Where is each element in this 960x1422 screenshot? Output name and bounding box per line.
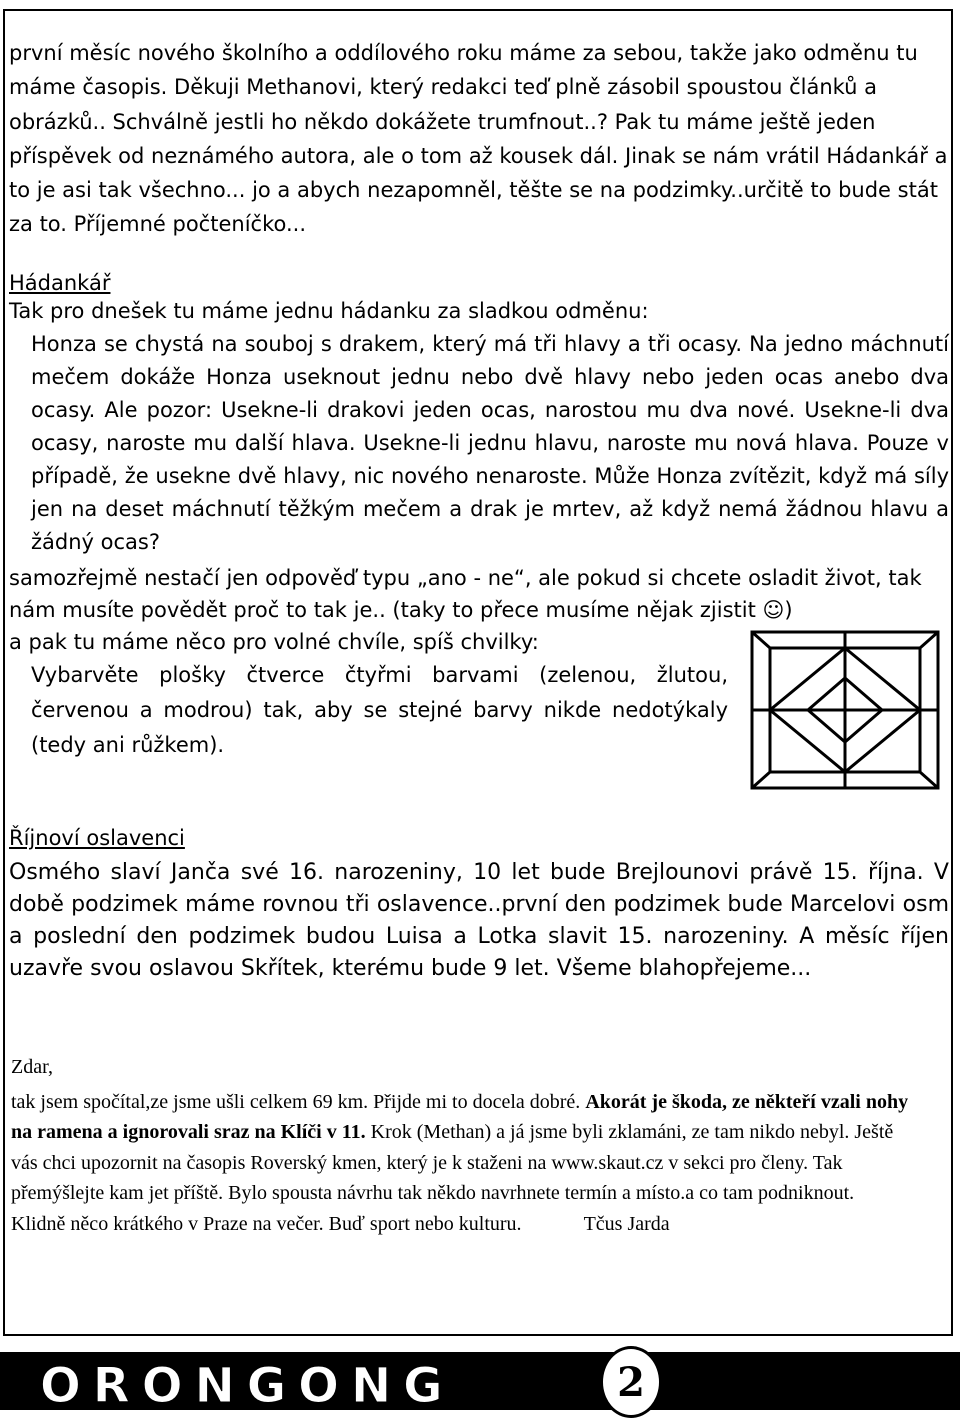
hadankar-heading: Hádankář <box>9 271 111 295</box>
hadankar-lead: Tak pro dnešek tu máme jednu hádanku za sladkou odměnu: <box>9 299 649 323</box>
intro-paragraph: první měsíc nového školního a oddílového roku máme za sebou, takže jako odměnu tu máme časopis. Děkuji Methanovi, který redakci teď plně zásobil spoustou článků a obrázků.. Schválně jestli ho někdo dokážete trumfnout..? Pak tu máme ještě jeden příspěvek od neznámého autora, ale o tom až kousek dál. Jinak se nám vrátil Hádankář a to je asi tak všechno... jo a abych nezapomněl, těšte se na podzimky..určitě to bude stát za to. Příjemné počteníčko... <box>9 41 948 237</box>
logo-text: ORONGONG <box>40 1358 455 1414</box>
riddle-text: Honza se chystá na souboj s drakem, který má tři hlavy a tři ocasy. Na jedno máchnutí mečem dokáže Honza useknout jednu nebo dvě hlavy nebo jeden ocas anebo dva ocasy. Ale pozor: Usekne-li drakovi jeden ocas, narostou mu dva nové. Usekne-li dva ocasy, naroste mu další hlava. Usekne-li jednu hlavu, naroste mu nová hlava. Pouze v případě, že usekne dvě hlavy, nic nového nenaroste. Může Honza zvítězit, když má síly jen na deset máchnutí těžkým mečem a drak je mrtev, až když nemá žádnou hlavu a žádný ocas? <box>31 332 949 554</box>
page-number: 2 <box>600 1346 662 1418</box>
letter-text-1: tak jsem spočítal,ze jsme ušli celkem 69 km. Přijde mi to docela dobré. <box>11 1090 586 1113</box>
letter-signature: Tčus Jarda <box>583 1212 670 1235</box>
square-puzzle-diagram <box>750 630 940 790</box>
letter <box>11 1052 911 1239</box>
letter-bold-text: Akorát je škoda, ze někteří vzali nohy na ramena a ignorovali sraz na Klíči v 11. <box>11 1090 909 1143</box>
oslavenci-heading: Říjnoví oslavenci <box>9 826 185 850</box>
puzzle-text: Vybarvěte plošky čtverce čtyřmi barvami (zelenou, žlutou, červenou a modrou) tak, aby se stejné barvy nikde nedotýkaly (tedy ani růžkem). <box>31 663 728 757</box>
oslavenci-text: Osmého slaví Janča své 16. narozeniny, 10 let bude Brejlounovi právě 15. října. V době podzimek máme rovnou tři oslavence..první den podzimek bude Marcelovi osm a poslední den podzimek budou Luisa a Lotka slavit 15. narozeniny. A měsíc říjen uzavře svou oslavou Skřítek, kterému bude 9 let. Všeme blahopřejeme... <box>9 860 949 981</box>
riddle-answer-note: samozřejmě nestačí jen odpověď typu „ano - ne“, ale pokud si chcete osladit život, tak nám musíte povědět proč to tak je.. (taky to přece musíme nějak zjistit ☺) <box>9 566 922 622</box>
letter-text-2: Krok (Methan) a já jsme byli zklamáni, ze tam nikdo nebyl. Ještě vás chci upozornit na časopis Roverský kmen, který je k staženi na www.skaut.cz v sekci pro členy. Tak přemýšlejte kam jet příště. Bylo spousta návrhu tak někdo navrhnete termín a místo.a co tam podniknout. Klidně něco krátkého v Praze na večer. Buď sport nebo kulturu. <box>11 1121 894 1235</box>
footer-logo <box>0 1344 960 1422</box>
puzzle-intro: a pak tu máme něco pro volné chvíle, spíš chvilky: <box>9 630 539 654</box>
letter-greeting: Zdar, <box>11 1056 53 1078</box>
